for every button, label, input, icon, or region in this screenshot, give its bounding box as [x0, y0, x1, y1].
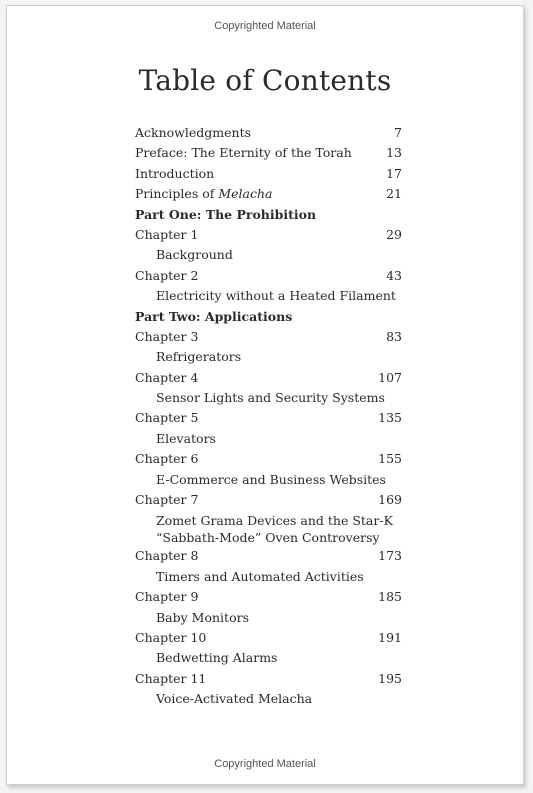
- toc-entry-label: Refrigerators: [156, 349, 242, 365]
- toc-entry-label: Chapter 8: [135, 548, 199, 564]
- toc-entry-label: Chapter 11: [135, 670, 207, 686]
- toc-entry-chapter-9: [135, 587, 402, 607]
- toc-page-number: 173: [378, 548, 402, 564]
- toc-entry-label-prefix: Principles of: [135, 186, 219, 202]
- toc-entry-label: Chapter 5: [135, 410, 199, 426]
- toc-chapter-subtitle: [135, 567, 402, 587]
- toc-page-number: 107: [378, 369, 402, 385]
- toc-entry-label: Chapter 9: [135, 589, 199, 605]
- toc-chapter-subtitle: [135, 648, 402, 668]
- toc-entry-label: Chapter 6: [135, 451, 199, 467]
- toc-page-number: 83: [386, 328, 402, 344]
- toc-entry-label: [135, 186, 273, 201]
- toc-part-heading-two: [135, 307, 402, 327]
- toc-entry-chapter-2: [135, 266, 402, 286]
- toc-entry-label-line-1: Zomet Grama Devices and the Star-K: [156, 513, 393, 529]
- toc-page-number: 135: [378, 410, 402, 426]
- book-page: [6, 5, 524, 785]
- toc-entry-chapter-11: [135, 669, 402, 689]
- copyright-watermark-bottom: Copyrighted Material: [214, 758, 316, 770]
- toc-entry-label: Electricity without a Heated Filament: [156, 288, 396, 304]
- copyright-watermark-top: Copyrighted Material: [214, 20, 316, 32]
- toc-page-number: 13: [386, 145, 402, 161]
- toc-entry-chapter-6: [135, 449, 402, 469]
- toc-entry-label: Baby Monitors: [156, 609, 249, 625]
- toc-page-number: 17: [386, 165, 402, 181]
- toc-page-number: 191: [378, 629, 402, 645]
- toc-entry-label: Part One: The Prohibition: [135, 206, 317, 222]
- toc-entry-chapter-10: [135, 628, 402, 648]
- toc-entry-label: Chapter 4: [135, 369, 199, 385]
- toc-entry-chapter-3: [135, 327, 402, 347]
- toc-part-heading-one: [135, 205, 402, 225]
- toc-chapter-subtitle: [135, 245, 402, 265]
- toc-entry-label: Chapter 10: [135, 629, 207, 645]
- toc-entry-chapter-7: [135, 490, 402, 510]
- toc-page-number: 195: [378, 670, 402, 686]
- toc-entry-label-line-2: “Sabbath-Mode” Oven Controversy: [156, 530, 380, 546]
- toc-entry-label: Bedwetting Alarms: [156, 650, 278, 666]
- toc-chapter-subtitle: [135, 510, 402, 546]
- toc-entry-label: Background: [156, 247, 233, 263]
- toc-chapter-subtitle: [135, 388, 402, 408]
- toc-entry-acknowledgments: [135, 123, 402, 143]
- toc-page-number: 7: [394, 125, 402, 140]
- toc-entry-label: Chapter 2: [135, 267, 199, 283]
- toc-entry-label: Chapter 7: [135, 492, 199, 508]
- toc-entry-label: Elevators: [156, 430, 216, 446]
- toc-entry-label: Part Two: Applications: [135, 308, 293, 324]
- toc-page-number: 169: [378, 492, 402, 508]
- toc-chapter-subtitle: [135, 689, 402, 709]
- toc-entry-principles: [135, 184, 402, 204]
- toc-entry-preface: [135, 143, 402, 163]
- toc-entry-chapter-1: [135, 225, 402, 245]
- toc-chapter-subtitle: [135, 347, 402, 367]
- toc-chapter-subtitle: [135, 608, 402, 628]
- toc-entry-label: Chapter 3: [135, 328, 199, 344]
- toc-entry-label: Introduction: [135, 165, 215, 181]
- toc-entry-introduction: [135, 164, 402, 184]
- toc-entry-label-italic: Melacha: [218, 186, 273, 202]
- table-of-contents: [135, 123, 402, 710]
- toc-page-number: 185: [378, 589, 402, 605]
- page-title: Table of Contents: [138, 64, 392, 97]
- toc-entry-label: Chapter 1: [135, 226, 199, 242]
- toc-entry-chapter-4: [135, 368, 402, 388]
- toc-entry-chapter-5: [135, 408, 402, 428]
- toc-page-number: 155: [378, 451, 402, 467]
- toc-entry-label: E-Commerce and Business Websites: [156, 471, 386, 487]
- toc-page-number: 43: [386, 267, 402, 283]
- toc-chapter-subtitle: [135, 286, 402, 306]
- toc-page-number: 29: [386, 226, 402, 242]
- toc-entry-label: Sensor Lights and Security Systems: [156, 390, 385, 406]
- toc-chapter-subtitle: [135, 429, 402, 449]
- toc-entry-label: Acknowledgments: [135, 125, 252, 140]
- toc-entry-label: Preface: The Eternity of the Torah: [135, 145, 352, 161]
- toc-entry-label: Voice-Activated Melacha: [156, 691, 313, 707]
- toc-page-number: 21: [386, 186, 402, 202]
- toc-entry-label: Timers and Automated Activities: [156, 568, 364, 584]
- toc-chapter-subtitle: [135, 470, 402, 490]
- toc-entry-chapter-8: [135, 546, 402, 566]
